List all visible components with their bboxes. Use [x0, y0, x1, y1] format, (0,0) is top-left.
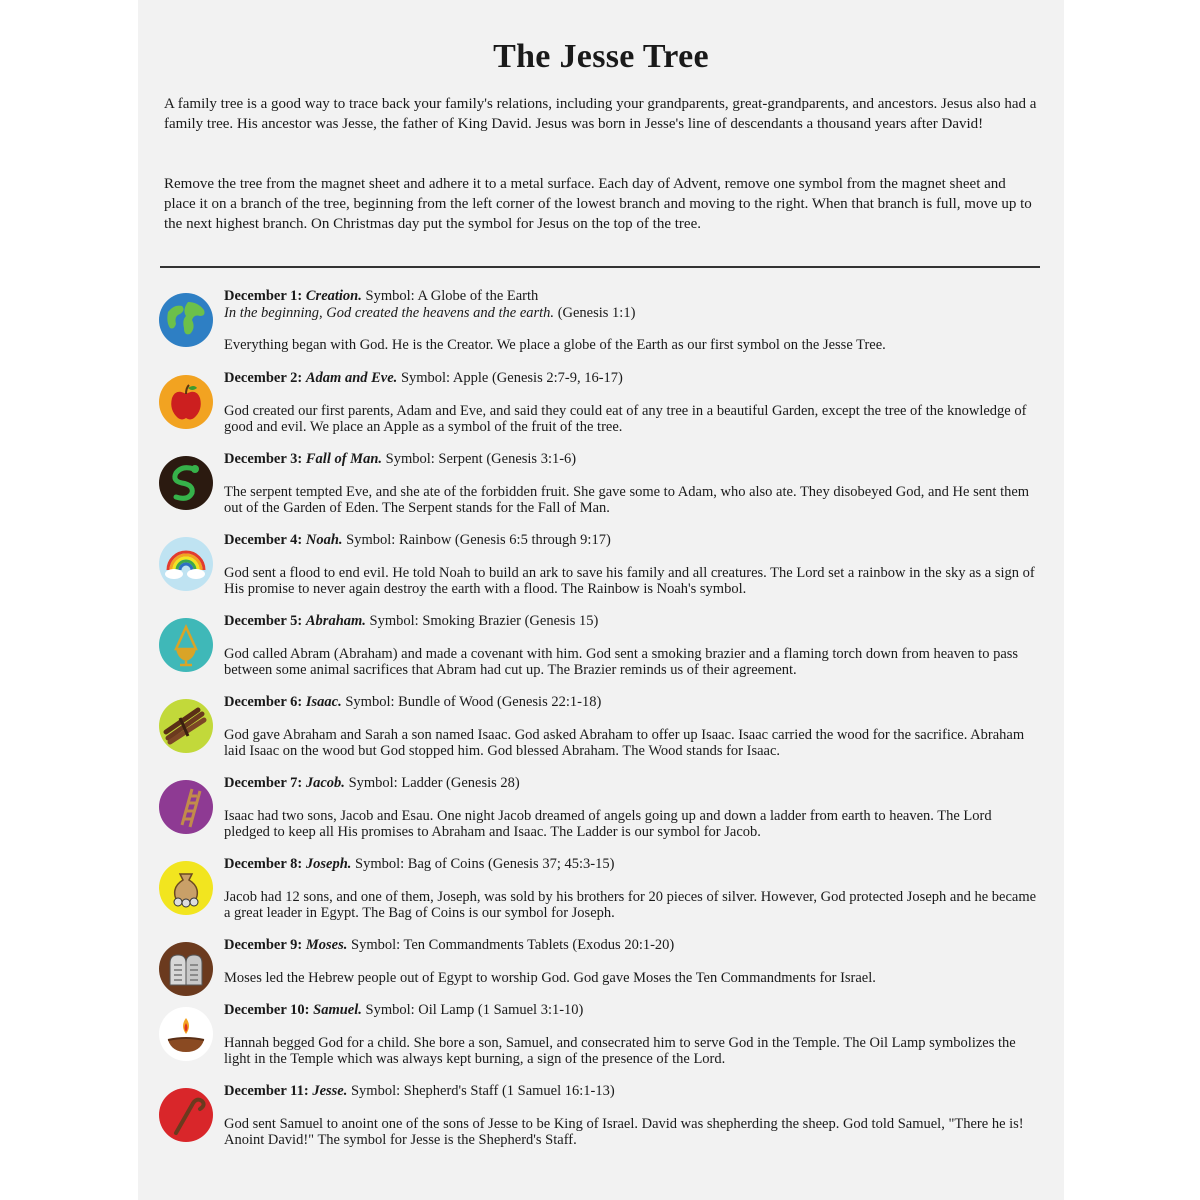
intro-paragraph-family-tree: A family tree is a good way to trace back your family's relations, including your grandparents, great-grandparents, and ancestors. Jesus also had a family tree. His ancestor was Jesse, the father of King David. Jesus was born in Jesse's line of descendants a thousand years after David! — [164, 96, 1037, 132]
entry-quote-reference: (Genesis 1:1) — [557, 304, 636, 321]
entry-symbol: Symbol: Shepherd's Staff (1 Samuel 16:1-13) — [350, 1083, 615, 1099]
entry-date: December 9: — [224, 937, 303, 953]
entry-name: Fall of Man. — [305, 451, 383, 467]
entry-date: December 11: — [224, 1083, 309, 1099]
entry-date: December 2: — [224, 370, 303, 386]
entry-symbol: Symbol: Ten Commandments Tablets (Exodus 20:1-20) — [351, 937, 675, 953]
entry-name: Moses. — [305, 937, 348, 953]
entry-date: December 8: — [224, 856, 303, 872]
entry-description: The serpent tempted Eve, and she ate of the forbidden fruit. She gave some to Adam, who also ate. They disobeyed God, and He sent them out of the Garden of Eden. The Serpent stands for the Fall of Man. — [224, 483, 1030, 516]
entry-symbol: Symbol: Bag of Coins (Genesis 37; 45:3-15) — [355, 856, 615, 872]
ladder-icon — [158, 779, 214, 835]
globe-icon — [158, 292, 214, 348]
entry-name: Jesse. — [312, 1083, 348, 1099]
entry-symbol: Symbol: Apple (Genesis 2:7-9, 16-17) — [400, 370, 623, 386]
entry-date: December 3: — [224, 451, 303, 467]
apple-icon — [158, 374, 214, 430]
entry-symbol: Symbol: Smoking Brazier (Genesis 15) — [369, 613, 599, 629]
intro-paragraph-instructions: Remove the tree from the magnet sheet and adhere it to a metal surface. Each day of Advent, remove one symbol from the magnet sheet and place it on a branch of the tree, beginning from the left corner of the lowest branch and moving to the right. When that branch is full, move up to the next highest branch. On Christmas day put the symbol for Jesus on the top of the tree. — [164, 176, 1032, 232]
entry-symbol: Symbol: Serpent (Genesis 3:1-6) — [385, 451, 577, 467]
entry-description: God gave Abraham and Sarah a son named Isaac. God asked Abraham to offer up Isaac. Isaac carried the wood for the sacrifice. Abraham laid Isaac on the wood but God stopped him. God blessed Abraham. The Wood stands for Isaac. — [224, 726, 1025, 759]
entry-description: Jacob had 12 sons, and one of them, Joseph, was sold by his brothers for 20 pieces of silver. However, God protected Joseph and he became a great leader in Egypt. The Bag of Coins is our symbol for Joseph. — [224, 888, 1037, 921]
entry-date: December 10: — [224, 1002, 310, 1018]
entry-name: Adam and Eve. — [305, 370, 398, 386]
entry-name: Samuel. — [313, 1002, 362, 1018]
entry-name: Isaac. — [305, 694, 342, 710]
entry-description: God sent Samuel to anoint one of the sons of Jesse to be King of Israel. David was shepherding the sheep. God told Samuel, "There he is! Anoint David!" The symbol for Jesse is the Shepherd's Staff. — [224, 1115, 1024, 1148]
entry-name: Joseph. — [305, 856, 352, 872]
entry-description: Everything began with God. He is the Creator. We place a globe of the Earth as our first symbol on the Jesse Tree. — [224, 337, 886, 353]
entry-name: Jacob. — [305, 775, 345, 791]
entry-symbol: Symbol: Ladder (Genesis 28) — [348, 775, 520, 791]
oil-lamp-icon — [158, 1006, 214, 1062]
entry-symbol: Symbol: A Globe of the Earth — [365, 288, 539, 304]
entry-description: Moses led the Hebrew people out of Egypt to worship God. God gave Moses the Ten Commandments for Israel. — [224, 969, 876, 986]
entry-description: Isaac had two sons, Jacob and Esau. One night Jacob dreamed of angels going up and down a ladder from earth to heaven. The Lord pledged to keep all His promises to Abraham and Isaac. The Ladder is our symbol for Jacob. — [224, 807, 992, 840]
entry-symbol: Symbol: Oil Lamp (1 Samuel 3:1-10) — [365, 1002, 584, 1018]
coin-bag-icon — [158, 860, 214, 916]
wood-bundle-icon — [158, 698, 214, 754]
page-title: The Jesse Tree — [493, 38, 709, 75]
entry-symbol: Symbol: Rainbow (Genesis 6:5 through 9:17) — [346, 532, 611, 548]
entry-description: God called Abram (Abraham) and made a covenant with him. God sent a smoking brazier and a flaming torch down from heaven to pass between some animal sacrifices that Abram had cut up. The Brazier reminds us of their agreement. — [224, 645, 1019, 678]
entry-date: December 6: — [224, 694, 303, 710]
entry-symbol: Symbol: Bundle of Wood (Genesis 22:1-18) — [345, 694, 602, 710]
entry-name: Abraham. — [305, 613, 366, 629]
entry-date: December 5: — [224, 613, 303, 629]
document-page — [138, 0, 1064, 1200]
entry-date: December 1: — [224, 288, 303, 304]
serpent-icon — [158, 455, 214, 511]
divider — [160, 266, 1040, 268]
entry-name: Creation. — [305, 288, 362, 304]
entry-description: God sent a flood to end evil. He told Noah to build an ark to save his family and all creatures. The Lord set a rainbow in the sky as a sign of His promise to never again destroy the earth with a flood. The Rainbow is Noah's symbol. — [224, 564, 1035, 597]
rainbow-icon — [158, 536, 214, 592]
entry-name: Noah. — [305, 532, 343, 548]
entry-quote: In the beginning, God created the heavens and the earth. — [224, 304, 555, 321]
shepherds-staff-icon — [158, 1087, 214, 1143]
entry-date: December 4: — [224, 532, 303, 548]
entry-date: December 7: — [224, 775, 303, 791]
tablets-icon — [158, 941, 214, 997]
brazier-icon — [158, 617, 214, 673]
entry-description: Hannah begged God for a child. She bore a son, Samuel, and consecrated him to serve God in the Temple. The Oil Lamp symbolizes the light in the Temple which was always kept burning, a sign of the presence of the Lord. — [224, 1034, 1016, 1067]
entry-description: God created our first parents, Adam and Eve, and said they could eat of any tree in a beautiful Garden, except the tree of the knowledge of good and evil. We place an Apple as a symbol of the fruit of the tree. — [224, 402, 1027, 435]
